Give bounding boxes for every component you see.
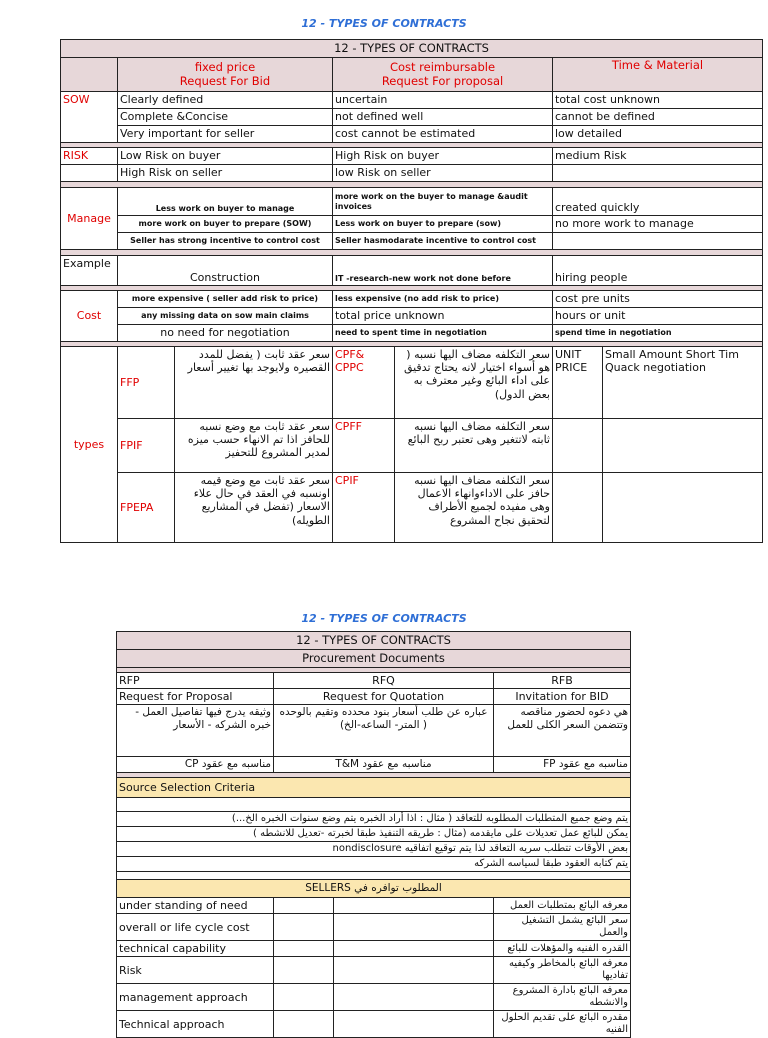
criteria-en: under standing of need xyxy=(117,897,274,913)
header-time-material: Time & Material xyxy=(553,58,763,92)
cost-fp-cell: more expensive ( seller add risk to price) xyxy=(118,291,333,308)
doc-fit-rfp: مناسبه مع عقود CP xyxy=(117,757,274,773)
type-code-fp: FPIF xyxy=(118,419,175,473)
criteria-en: management approach xyxy=(117,984,274,1011)
type-desc-cr: سعر التكلفه مضاف اليها نسبه حافز على الاداءوانهاء الاعمال وهى مفيده لجميع الأطراف لتحقيق نجاح المشروع xyxy=(395,473,553,543)
doc-abbr-rfp: RFP xyxy=(117,673,274,689)
caption-top: 12 - TYPES OF CONTRACTS xyxy=(301,17,467,30)
sow-fp-cell: Complete &Concise xyxy=(118,109,333,126)
manage-tm-cell: created quickly xyxy=(553,188,763,216)
sow-fp-cell: Very important for seller xyxy=(118,126,333,143)
ssc-line: يتم وضع جميع المتطلبات المطلوبه للتعاقد ( مثال : اذا أراد الخبره يتم وضع سنوات الخبره الخ...) xyxy=(117,811,631,826)
doc-fit-rfb: مناسبه مع عقود FP xyxy=(494,757,631,773)
sow-tm-cell: cannot be defined xyxy=(553,109,763,126)
header-cost-reimbursable: Cost reimbursable Request For proposal xyxy=(333,58,553,92)
doc-desc-rfp: وثيقه يدرج فيها تفاصيل العمل - خبره الشركه - الأسعار xyxy=(117,705,274,757)
risk-cr-cell: High Risk on buyer xyxy=(333,148,553,165)
criteria-ar: معرفه البائع بمتطلبات العمل xyxy=(494,897,631,913)
manage-label: Manage xyxy=(61,188,118,250)
caption-bottom: 12 - TYPES OF CONTRACTS xyxy=(301,612,467,625)
type-desc-fp: سعر عقد ثابت مع وضع قيمه اونسبه في العقد في حال علاء الاسعار (تفضل في المشاريع الطويله) xyxy=(175,473,333,543)
criteria-ar: مقدره البائع على تقديم الحلول الفنيه xyxy=(494,1011,631,1038)
table-title: 12 - TYPES OF CONTRACTS xyxy=(117,632,631,650)
criteria-ar: القدره الفنيه والمؤهلات للبائع xyxy=(494,941,631,957)
type-desc-tm xyxy=(603,473,763,543)
sow-cr-cell: cost cannot be estimated xyxy=(333,126,553,143)
manage-fp-cell: Less work on buyer to manage xyxy=(118,188,333,216)
type-desc-cr: سعر التكلفه مضاف اليها نسبه ثابته لاتتغير وهى تعتبر ربح البائع xyxy=(395,419,553,473)
manage-cr-cell: more work on the buyer to manage &audit invoices xyxy=(333,188,553,216)
sow-tm-cell: total cost unknown xyxy=(553,92,763,109)
criteria-en: technical capability xyxy=(117,941,274,957)
doc-name-rfq: Request for Quotation xyxy=(274,689,494,705)
doc-name-rfp: Request for Proposal xyxy=(117,689,274,705)
risk-tm-cell xyxy=(553,165,763,182)
cost-tm-cell: spend time in negotiation xyxy=(553,325,763,342)
example-cr-cell: IT -research-new work not done before xyxy=(333,256,553,286)
type-code-tm xyxy=(553,473,603,543)
criteria-ar: معرفه البائع بالمخاطر وكيفيه تفاديها xyxy=(494,957,631,984)
risk-cr-cell: low Risk on seller xyxy=(333,165,553,182)
doc-desc-rfq: عباره عن طلب أسعار بنود محدده وتقيم بالوحده ( المتر- الساعه-الخ) xyxy=(274,705,494,757)
risk-fp-cell: Low Risk on buyer xyxy=(118,148,333,165)
manage-fp-cell: more work on buyer to prepare (SOW) xyxy=(118,216,333,233)
doc-desc-rfb: هي دعوه لحضور مناقصه وتتضمن السعر الكلى للعمل xyxy=(494,705,631,757)
sow-tm-cell: low detailed xyxy=(553,126,763,143)
ssc-line: يمكن للبائع عمل تعديلات على مايقدمه (مثال : طريقه التنفيذ طبقا لخبرته -تعديل للانشطه ) xyxy=(117,826,631,841)
procurement-documents-table xyxy=(116,631,631,1038)
manage-cr-cell: Less work on buyer to prepare (sow) xyxy=(333,216,553,233)
cost-fp-cell: no need for negotiation xyxy=(118,325,333,342)
doc-abbr-rfq: RFQ xyxy=(274,673,494,689)
type-desc-tm: Small Amount Short Tim Quack negotiation xyxy=(603,347,763,419)
header-fixed-price: fixed price Request For Bid xyxy=(118,58,333,92)
risk-fp-cell: High Risk on seller xyxy=(118,165,333,182)
cost-tm-cell: hours or unit xyxy=(553,308,763,325)
sellers-header: المطلوب توافره في SELLERS xyxy=(117,879,631,897)
type-code-cr: CPFF xyxy=(333,419,395,473)
cost-cr-cell: need to spent time in negotiation xyxy=(333,325,553,342)
ssc-line: بعض الأوقات تتطلب سريه التعاقد لذا يتم توقيع اتفاقيه nondisclosure xyxy=(117,841,631,856)
cost-fp-cell: any missing data on sow main claims xyxy=(118,308,333,325)
table-subtitle: Procurement Documents xyxy=(117,650,631,668)
table-title: 12 - TYPES OF CONTRACTS xyxy=(61,40,763,58)
type-code-cr: CPF& CPPC xyxy=(333,347,395,419)
cost-cr-cell: total price unknown xyxy=(333,308,553,325)
criteria-en: Technical approach xyxy=(117,1011,274,1038)
example-fp-cell: Construction xyxy=(118,256,333,286)
type-code-cr: CPIF xyxy=(333,473,395,543)
sow-fp-cell: Clearly defined xyxy=(118,92,333,109)
cost-label: Cost xyxy=(61,291,118,342)
type-code-fp: FFP xyxy=(118,347,175,419)
risk-tm-cell: medium Risk xyxy=(553,148,763,165)
manage-tm-cell xyxy=(553,233,763,250)
cost-cr-cell: less expensive (no add risk to price) xyxy=(333,291,553,308)
ssc-line: يتم كتابه العقود طبقا لسياسه الشركه xyxy=(117,856,631,871)
source-selection-criteria-header: Source Selection Criteria xyxy=(117,777,631,797)
manage-tm-cell: no more work to manage xyxy=(553,216,763,233)
risk-label: RISK xyxy=(61,148,118,165)
example-label: Example xyxy=(61,256,118,286)
type-code-fp: FPEPA xyxy=(118,473,175,543)
contracts-types-table xyxy=(60,39,763,543)
criteria-ar: معرفه البائع بادارة المشروع والانشطه xyxy=(494,984,631,1011)
type-desc-fp: سعر عقد ثابت ( يفضل للمدد القصيره ولايوجد بها تغيير أسعار xyxy=(175,347,333,419)
type-desc-fp: سعر عقد ثابت مع وضع نسبه للحافز اذا تم الانهاء حسب ميزه لمدير المشروع للتحفيز xyxy=(175,419,333,473)
criteria-en: overall or life cycle cost xyxy=(117,914,274,941)
type-code-tm xyxy=(553,419,603,473)
sow-cr-cell: uncertain xyxy=(333,92,553,109)
criteria-ar: سعر البائع يشمل التشغيل والعمل xyxy=(494,914,631,941)
manage-fp-cell: Seller has strong incentive to control cost xyxy=(118,233,333,250)
type-desc-cr: سعر التكلفه مضاف اليها نسبه ( هو أسواء اختيار لانه يحتاج تدقيق على اداء البائع وغير معترف به بعض الدول) xyxy=(395,347,553,419)
example-tm-cell: hiring people xyxy=(553,256,763,286)
sow-cr-cell: not defined well xyxy=(333,109,553,126)
doc-fit-rfq: مناسبه مع عقود T&M xyxy=(274,757,494,773)
types-label: types xyxy=(61,347,118,543)
doc-name-rfb: Invitation for BID xyxy=(494,689,631,705)
doc-abbr-rfb: RFB xyxy=(494,673,631,689)
type-code-tm: UNIT PRICE xyxy=(553,347,603,419)
sow-label: SOW xyxy=(61,92,118,143)
cost-tm-cell: cost pre units xyxy=(553,291,763,308)
type-desc-tm xyxy=(603,419,763,473)
criteria-en: Risk xyxy=(117,957,274,984)
manage-cr-cell: Seller hasmodarate incentive to control cost xyxy=(333,233,553,250)
